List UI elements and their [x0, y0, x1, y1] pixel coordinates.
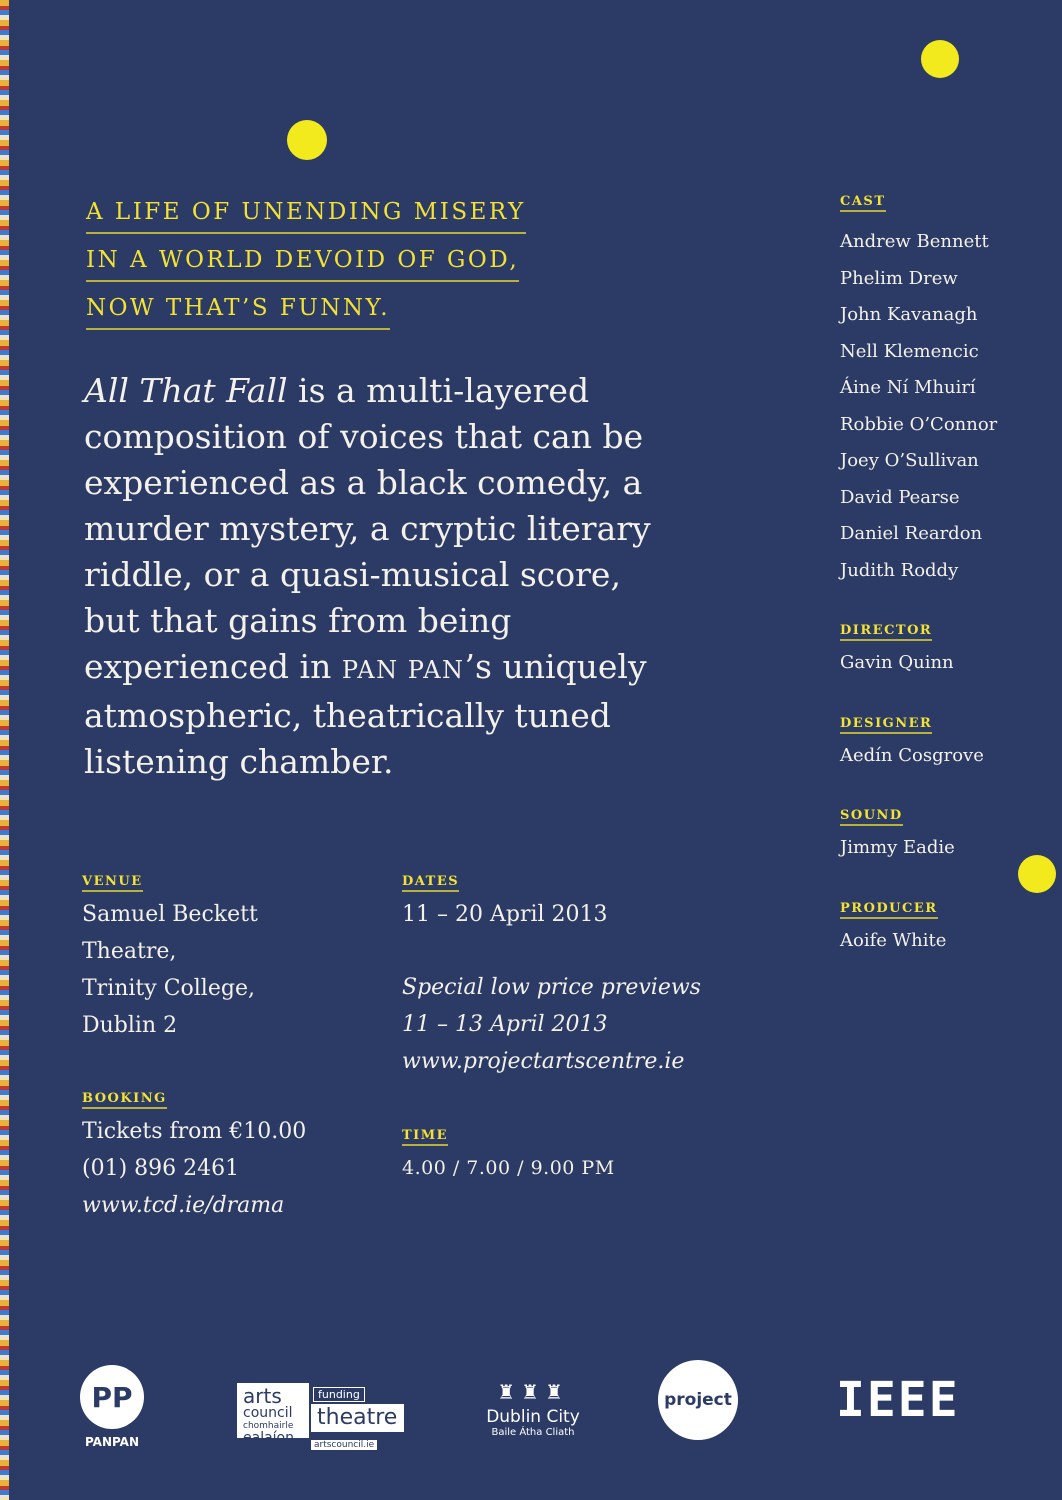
designer-section: [840, 712, 1055, 775]
producer-section: [840, 897, 1055, 960]
booking-phone[interactable]: (01) 896 2461: [82, 1156, 240, 1181]
project-logo: project: [658, 1360, 738, 1440]
play-title: All That Fall: [84, 371, 288, 410]
cast-label: CAST: [840, 194, 886, 212]
director-label: DIRECTOR: [840, 623, 932, 641]
director-section: [840, 619, 1055, 682]
cast-member: Robbie O’Connor: [840, 413, 998, 435]
previews-dates: 11 – 13 April 2013: [402, 1012, 608, 1037]
booking-text: [82, 1113, 306, 1224]
venue-line: Trinity College,: [82, 976, 255, 1001]
dates-label: DATES: [402, 874, 459, 892]
director-name: Gavin Quinn: [840, 652, 954, 673]
cast-member: Andrew Bennett: [840, 231, 989, 252]
sponsor-logos: [0, 1355, 1062, 1450]
producer-label: PRODUCER: [840, 901, 938, 919]
funding-label: funding: [313, 1387, 365, 1402]
cast-member: Nell Klemencic: [840, 340, 979, 362]
ticket-price: Tickets from €10.00: [82, 1119, 307, 1144]
booking-block: [82, 1087, 306, 1224]
time-text: [402, 1150, 615, 1187]
ieee-logo: IEEE: [836, 1375, 960, 1425]
producer-name: Aoife White: [840, 929, 947, 951]
cast-list: [840, 224, 1055, 589]
cast-member: Áine Ní Mhuirí: [840, 377, 976, 398]
dates-range: 11 – 20 April 2013: [402, 902, 608, 927]
castle-icon: ♜♜♜: [497, 1380, 569, 1404]
cast-member: Daniel Reardon: [840, 523, 983, 544]
headline: [86, 192, 526, 336]
designer-name: Aedín Cosgrove: [840, 744, 984, 766]
sound-label: SOUND: [840, 808, 903, 826]
venue-block: [82, 870, 258, 1044]
booking-label: BOOKING: [82, 1091, 167, 1109]
cast-member: Judith Roddy: [840, 559, 959, 581]
project-website-link[interactable]: www.projectartscentre.ie: [402, 1049, 685, 1074]
dublin-city-name: Dublin City: [486, 1407, 580, 1427]
time-block: [402, 1124, 615, 1187]
panpan-logo-text: PANPAN: [84, 1435, 140, 1449]
cast-section: [840, 190, 1055, 589]
venue-line: Samuel Beckett: [82, 902, 258, 927]
dublin-city-irish: Baile Átha Cliath: [491, 1427, 575, 1438]
company-name: PAN PAN: [341, 656, 465, 684]
previews-line: Special low price previews: [402, 975, 701, 1000]
intro-text-1: is a multi-layered composition of voices that can be experienced as a black comedy, a murder mystery, a cryptic literary riddle, or a quasi-musical score, but that gains from being experienced in: [84, 371, 651, 686]
arts-council: council: [243, 1404, 293, 1421]
sound-section: [840, 804, 1055, 867]
arts-council-logo: [237, 1375, 309, 1446]
intro-paragraph: [84, 368, 684, 785]
dates-block: [402, 870, 701, 1080]
dublin-city-logo: [478, 1377, 588, 1439]
booking-website-link[interactable]: www.tcd.ie/drama: [82, 1193, 285, 1218]
arts-irish-1: chomhairle: [243, 1420, 294, 1431]
arts-the: an: [243, 1375, 255, 1386]
venue-line: Theatre,: [82, 939, 177, 964]
intro-text-2: ’s uniquely atmospheric, theatrically tuned listening chamber.: [84, 647, 647, 781]
torn-edge-strip: [0, 0, 9, 1500]
headline-line-2: IN A WORLD DEVOID OF GOD,: [86, 240, 519, 282]
venue-text: [82, 896, 258, 1044]
cast-member: Phelim Drew: [840, 267, 958, 289]
designer-label: DESIGNER: [840, 716, 932, 734]
sound-name: Jimmy Eadie: [840, 837, 955, 858]
time-label: TIME: [402, 1128, 448, 1146]
arts-irish-2: ealaíon: [243, 1429, 294, 1446]
yellow-dot-top: [921, 40, 959, 78]
funding-url: artscouncil.ie: [311, 1440, 377, 1450]
credits-sidebar: [840, 190, 1055, 989]
cast-member: John Kavanagh: [840, 304, 978, 325]
venue-label: VENUE: [82, 874, 143, 892]
panpan-logo-icon: PP: [80, 1365, 144, 1429]
time-value: 4.00 / 7.00 / 9.00 PM: [402, 1157, 615, 1179]
cast-member: Joey O’Sullivan: [840, 450, 979, 471]
funding-theatre-logo: [311, 1383, 404, 1450]
funding-theatre: theatre: [311, 1404, 404, 1432]
headline-line-1: A LIFE OF UNENDING MISERY: [86, 192, 526, 234]
arts-main: arts: [243, 1383, 282, 1408]
headline-line-3: NOW THAT’S FUNNY.: [86, 288, 390, 330]
cast-member: David Pearse: [840, 486, 960, 508]
venue-line: Dublin 2: [82, 1013, 178, 1038]
yellow-dot-headline: [287, 120, 327, 160]
dates-text: [402, 896, 701, 1080]
